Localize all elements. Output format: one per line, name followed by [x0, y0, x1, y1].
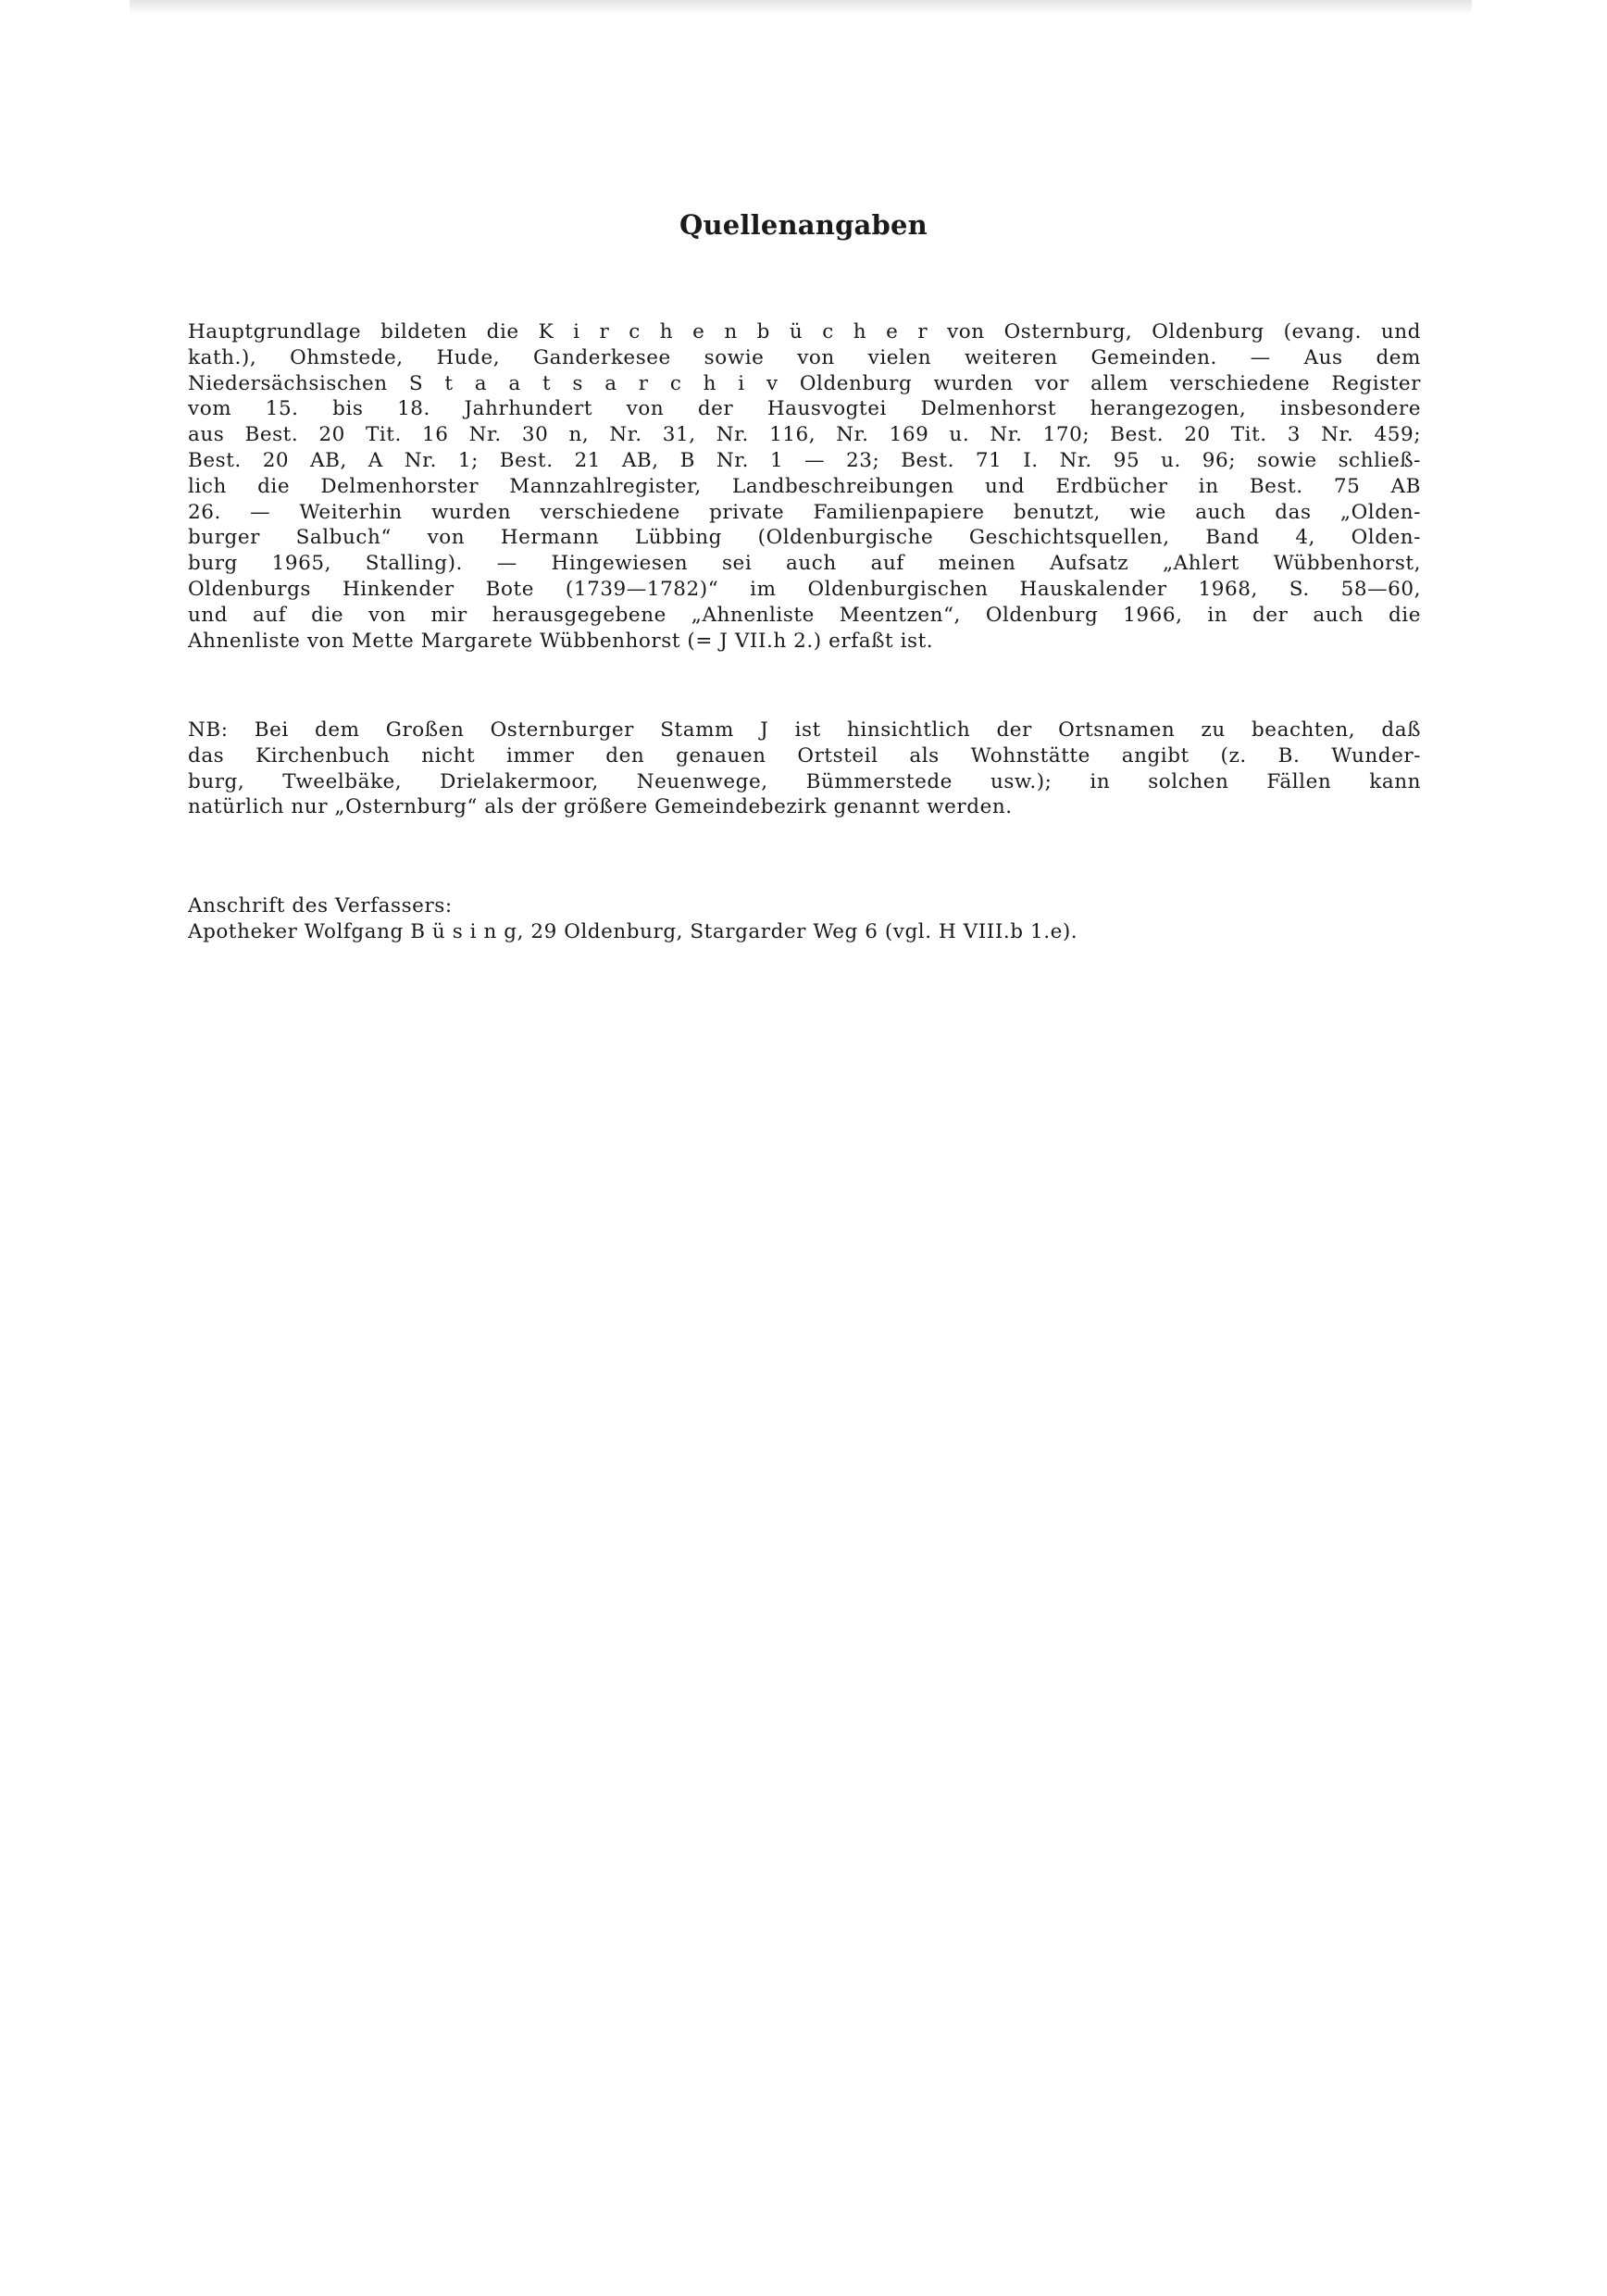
address-line: Apotheker Wolfgang B ü s i n g, 29 Oldenburg, Stargarder Weg 6 (vgl. H VIII.b 1.e). — [188, 919, 1078, 943]
paragraph-line: NB: Bei dem Großen Osternburger Stamm J ist hinsichtlich der Ortsnamen zu beachten, daß — [188, 718, 1421, 742]
paragraph-line: vom 15. bis 18. Jahrhundert von der Hausvogtei Delmenhorst herangezogen, insbesondere — [188, 397, 1421, 421]
scan-edge-artifact — [130, 0, 1472, 15]
author-address — [188, 893, 1421, 945]
paragraph-line: natürlich nur „Osternburg“ als der größere Gemeindebezirk genannt werden. — [188, 795, 1013, 819]
paragraph-line: Oldenburgs Hinkender Bote (1739—1782)“ im Oldenburgischen Hauskalender 1968, S. 58—60, — [188, 577, 1421, 601]
paragraph-line: Ahnenliste von Mette Margarete Wübbenhorst (= J VII.h 2.) erfaßt ist. — [188, 629, 934, 653]
paragraph-line: das Kirchenbuch nicht immer den genauen Ortsteil als Wohnstätte angibt (z. B. Wunder- — [188, 743, 1421, 767]
paragraph-line: Niedersächsischen S t a a t s a r c h i v Oldenburg wurden vor allem verschiedene Register — [188, 371, 1421, 395]
paragraph-line: aus Best. 20 Tit. 16 Nr. 30 n, Nr. 31, Nr. 116, Nr. 169 u. Nr. 170; Best. 20 Tit. 3 Nr. 459; — [188, 423, 1421, 447]
paragraph-line: kath.), Ohmstede, Hude, Ganderkesee sowie von vielen weiteren Gemeinden. — Aus dem — [188, 345, 1421, 369]
address-label: Anschrift des Verfassers: — [188, 894, 453, 917]
paragraph-line: burg 1965, Stalling). — Hingewiesen sei auch auf meinen Aufsatz „Ahlert Wübbenhorst, — [188, 552, 1421, 576]
paragraph-line: burger Salbuch“ von Hermann Lübbing (Oldenburgische Geschichtsquellen, Band 4, Olden- — [188, 526, 1421, 550]
paragraph-line: und auf die von mir herausgegebene „Ahnenliste Meentzen“, Oldenburg 1966, in der auch die — [188, 603, 1421, 627]
paragraph-line: lich die Delmenhorster Mannzahlregister, Landbeschreibungen und Erdbücher in Best. 75 AB — [188, 474, 1421, 498]
note-paragraph — [188, 718, 1421, 820]
paragraph-line: 26. — Weiterhin wurden verschiedene private Familienpapiere benutzt, wie auch das „Olden- — [188, 500, 1421, 524]
sources-paragraph — [188, 319, 1421, 654]
paragraph-line: burg, Tweelbäke, Drielakermoor, Neuenwege, Bümmerstede usw.); in solchen Fällen kann — [188, 769, 1421, 793]
page-title: Quellenangaben — [679, 209, 928, 241]
paragraph-line: Best. 20 AB, A Nr. 1; Best. 21 AB, B Nr. 1 — 23; Best. 71 I. Nr. 95 u. 96; sowie schließ- — [188, 448, 1421, 472]
paragraph-line: Hauptgrundlage bildeten die K i r c h e n b ü c h e r von Osternburg, Oldenburg (evang. und — [188, 320, 1421, 343]
